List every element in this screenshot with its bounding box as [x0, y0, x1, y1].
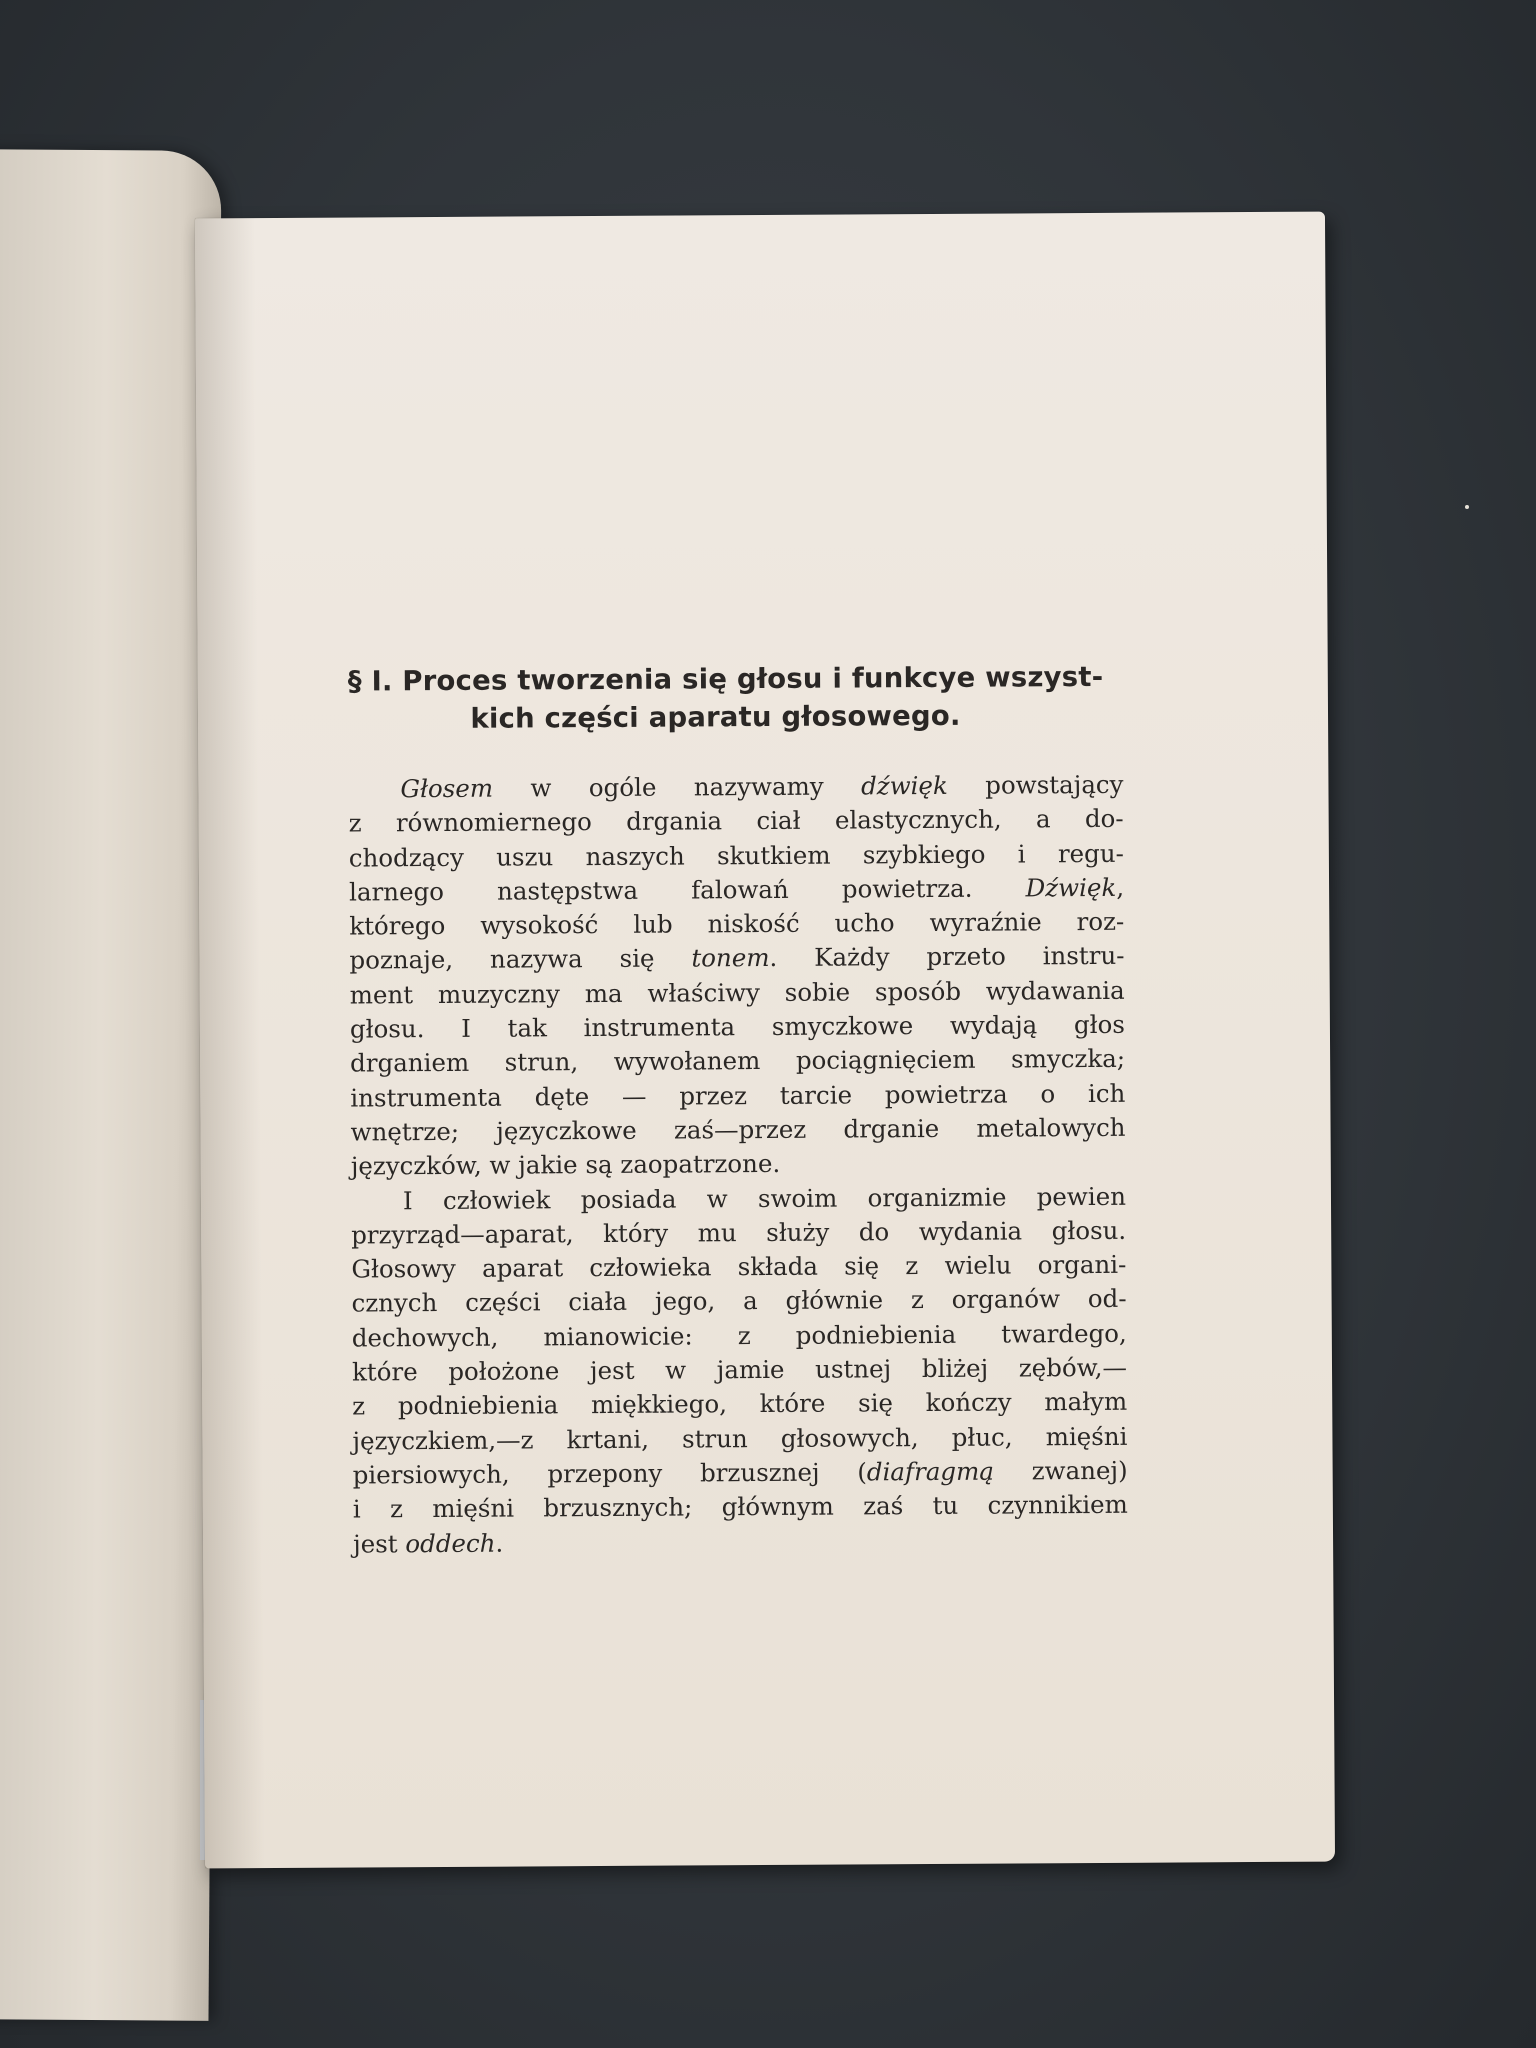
- text-run: wnętrze; języczkowe zaś—przez drganie metalowych: [350, 1112, 1126, 1147]
- text-line: [352, 1385, 1127, 1424]
- text-line: [349, 905, 1124, 944]
- text-line: [352, 1419, 1127, 1458]
- text-line: [350, 1111, 1125, 1150]
- text-line: [350, 1042, 1125, 1081]
- text-run: ,: [1116, 872, 1125, 902]
- emphasis-run: Dźwięk: [1025, 872, 1117, 903]
- text-line: [349, 871, 1124, 910]
- text-run: jest: [352, 1528, 406, 1559]
- text-run: języczków, w jakie są zaopatrzone.: [350, 1149, 781, 1181]
- text-run: i z mięśni brzusznych; głównym zaś tu czynnikiem: [352, 1490, 1128, 1524]
- text-run: .: [495, 1528, 504, 1558]
- text-line: [353, 1454, 1128, 1493]
- text-run: zwanej): [993, 1455, 1128, 1486]
- text-line: [351, 1145, 1126, 1184]
- emphasis-run: tonem: [691, 943, 770, 973]
- text-run: powstający: [947, 769, 1124, 800]
- text-run: dechowych, mianowicie: z podniebienia twardego,: [351, 1318, 1127, 1353]
- text-line: [351, 1248, 1126, 1287]
- paragraph-2: [351, 1179, 1128, 1561]
- text-line: [352, 1282, 1127, 1321]
- text-line: [350, 1076, 1125, 1115]
- text-run: którego wysokość lub niskość ucho wyraźnie roz-: [349, 906, 1125, 941]
- text-run: głosu. I tak instrumenta smyczkowe wydają głos: [349, 1009, 1125, 1044]
- text-run: . Każdy przeto instru-: [769, 941, 1125, 973]
- heading-line-1: § I. Proces tworzenia się głosu i funkcye wszyst-: [347, 660, 1104, 698]
- emphasis-run: diafragmą: [866, 1456, 994, 1487]
- left-page-edge: [0, 149, 222, 2021]
- text-run: z równomiernego drgania ciał elastycznych, a do-: [348, 804, 1124, 838]
- text-run: chodzący uszu naszych skutkiem szybkiego i regu-: [348, 838, 1124, 873]
- emphasis-run: dźwięk: [860, 770, 948, 801]
- text-line: [351, 1179, 1126, 1218]
- text-run: przyrząd—aparat, który mu służy do wydania głosu.: [351, 1215, 1127, 1250]
- emphasis-run: Głosem: [400, 773, 494, 804]
- text-line: [351, 1214, 1126, 1253]
- page-text-block: [348, 658, 1128, 1562]
- paragraph-1: [348, 768, 1125, 1184]
- text-run: ment muzyczny ma właściwy sobie sposób wydawania: [349, 975, 1125, 1010]
- text-line: [349, 836, 1124, 875]
- text-run: instrumenta dęte — przez tarcie powietrza o ich: [350, 1078, 1126, 1113]
- text-line: [350, 1008, 1125, 1047]
- page-gutter-shadow: [195, 218, 265, 1868]
- text-run: z podniebienia miękkiego, które się kończy małym: [352, 1387, 1128, 1421]
- text-line: [349, 939, 1124, 978]
- text-run: poznaje, nazywa się: [349, 943, 692, 976]
- emphasis-run: oddech: [405, 1528, 496, 1558]
- text-run: w ogóle nazywamy: [492, 771, 862, 803]
- text-line: [348, 768, 1123, 807]
- text-run: cznych części ciała jego, a głównie z organów od-: [351, 1284, 1127, 1318]
- section-heading: [348, 658, 1123, 739]
- text-line: [352, 1351, 1127, 1390]
- text-line: [349, 802, 1124, 841]
- text-line: [353, 1522, 1128, 1561]
- text-run: I człowiek posiada w swoim organizmie pewien: [402, 1181, 1127, 1215]
- text-line: [350, 974, 1125, 1013]
- text-line: [352, 1317, 1127, 1356]
- text-run: które położone jest w jamie ustnej bliżej zębów,—: [351, 1352, 1128, 1387]
- dust-speck: [1465, 505, 1469, 509]
- text-run: piersiowych, przepony brzusznej (: [352, 1457, 867, 1490]
- text-run: drganiem strun, wywołanem pociągnięciem smyczka;: [350, 1044, 1126, 1078]
- heading-line-2: kich części aparatu głosowego.: [470, 699, 961, 735]
- book-page: [195, 212, 1335, 1869]
- text-run: Głosowy aparat człowieka składa się z wielu organi-: [351, 1249, 1127, 1284]
- text-line: [353, 1488, 1128, 1527]
- text-run: języczkiem,—z krtani, strun głosowych, płuc, mięśni: [352, 1421, 1128, 1456]
- text-run: larnego następstwa falowań powietrza.: [348, 873, 1026, 907]
